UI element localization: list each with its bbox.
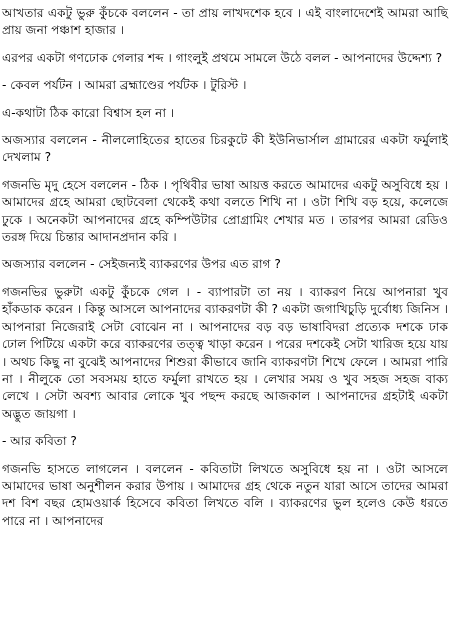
paragraph-3: - কেবল পর্যটন । আমরা ব্রহ্মাণ্ডের পর্যটক । টুরিস্ট ।	[2, 78, 247, 93]
paragraph-2: এরপর একটা গণঢোক গেলার শব্দ । গাংলুই প্রথমে সামলে উঠে বলল - আপনাদের উদ্দেশ্য ?	[2, 50, 443, 65]
paragraph-1: আখতার একটু ভুরু কুঁচকে বললেন - তা প্রায় লাখদশেক হবে । এই বাংলাদেশেই আমরা আছি প্রায় জনা পঞ্চাশ হাজার ।	[2, 6, 448, 38]
paragraph-5: অজস্যার বললেন - নীললোহিতের হাতের চিরকুটে কী ইউনিভার্সাল গ্রামারের একটা ফর্মুলাই দেখলাম ?	[2, 133, 448, 165]
paragraph-9: - আর কবিতা ?	[2, 434, 77, 449]
paragraph-10: গজনভি হাসতে লাগলেন । বললেন - কবিতাটা লিখতে অসুবিধে হয় না । ওটা আসলে আমাদের ভাষা অনুশীলন করার উপায় । আমাদের গ্রহ থেকে নতুন যারা আসে তাদের আমরা দশ বিশ বছর হোমওয়ার্ক হিসেবে কবিতা লিখতে বলি । ব্যাকরণের ভুল হলেও কেউ ধরতে পারে না । আপনাদের	[2, 461, 448, 528]
paragraph-7: অজস্যার বললেন - সেইজন্যই ব্যাকরণের উপর এত রাগ ?	[2, 257, 281, 272]
paragraph-8: গজনভির ভুরুটা একটু কুঁচকে গেল । - ব্যাপারটা তা নয় । ব্যাকরণ নিয়ে আপনারা খুব হাঁকডাক করেন । কিন্তু আসলে আপনাদের ব্যাকরণটা কী ? একটা জগাখিচুড়ি দুর্বোধ্য জিনিস । আপনারা নিজেরাই সেটা বোঝেন না । আপনাদের বড় বড় ভাষাবিদরা প্রত্যেক দশকে ঢাক ঢোল পিটিয়ে একটা করে ব্যাকরণের তত্ত্ব খাড়া করেন । পরের দশকেই সেটা খারিজ হয়ে যায় । অথচ কিছু না বুঝেই আপনাদের শিশুরা কীভাবে জানি ব্যাকরণটা শিখে ফেলে । আমরা পারি না । নীলুকে তো সবসময় হাতে ফর্মুলা রাখতে হয় । লেখার সময় ও খুব সহজ সহজ বাক্য লেখে । সেটা অবশ্য আবার লোকে খুব পছন্দ করছে আজকাল । আপনাদের গ্রহটাই একটা অদ্ভুত জায়গা ।	[2, 284, 448, 421]
paragraph-6: গজনভি মৃদু হেসে বললেন - ঠিক । পৃথিবীর ভাষা আয়ত্ত করতে আমাদের একটু অসুবিধে হয় । আমাদের গ্রহে আমরা ছোটবেলা থেকেই কথা বলতে শিখি না । ওটা শিখি বড় হয়ে, কলেজে ঢুকে । অনেকটা আপনাদের গ্রহে কম্পিউটার প্রোগ্রামিং শেখার মত । তারপর আমরা রেডিও তরঙ্গ দিয়ে চিন্তার আদানপ্রদান করি ।	[2, 177, 448, 245]
paragraph-4: এ-কথাটা ঠিক কারো বিশ্বাস হল না ।	[2, 105, 175, 120]
